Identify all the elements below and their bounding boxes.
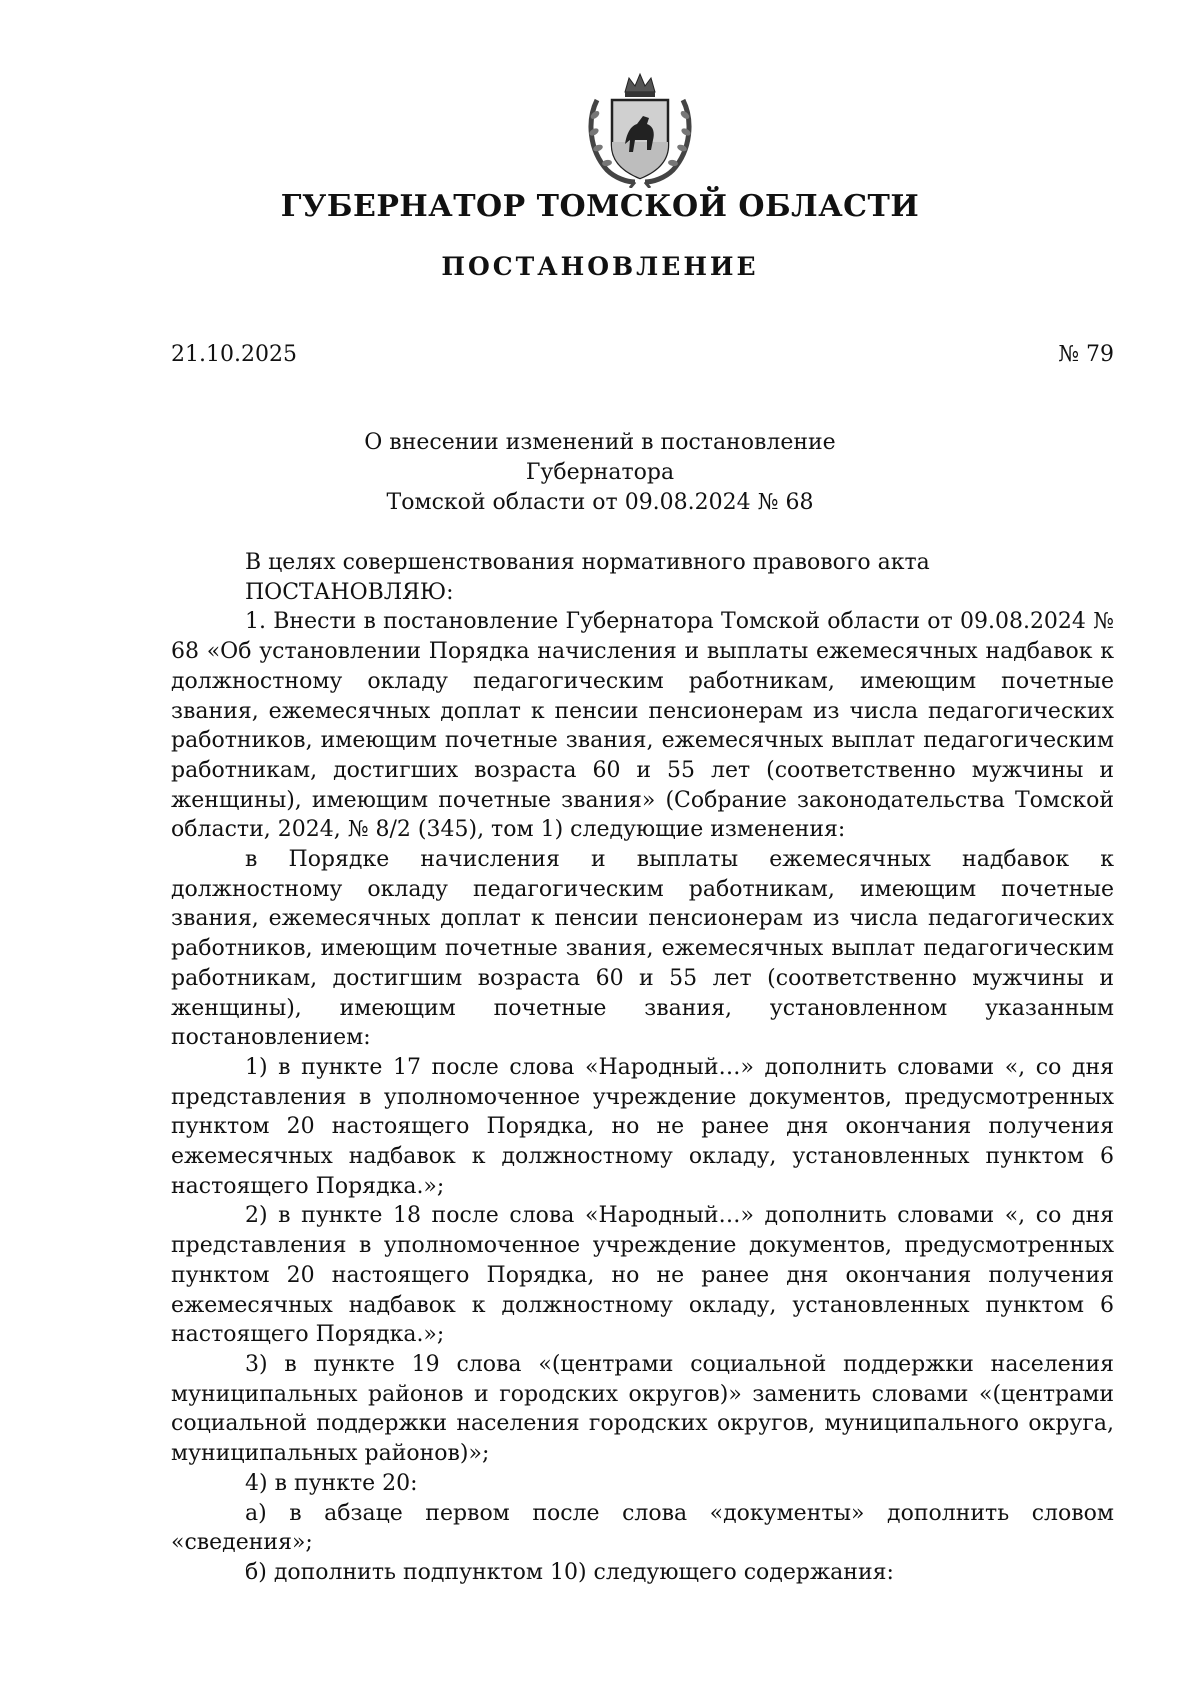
document-date: 21.10.2025 <box>171 342 297 367</box>
document-body <box>171 548 1114 1588</box>
subclause-3-paragraph: 3) в пункте 19 слова «(центрами социальной поддержки населения муниципальных районов и городских округов)» заменить словами «(центрами социальной поддержки населения городских округов, муниципального округа, муниципальных районов)»; <box>171 1351 1114 1467</box>
subclause-2-paragraph: 2) в пункте 18 после слова «Народный…» дополнить словами «, со дня представления в уполномоченное учреждение документов, предусмотренных пунктом 20 настоящего Порядка, но не ранее дня окончания получения ежемесячных надбавок к должностному окладу, установленных пунктом 6 настоящего Порядка.»; <box>171 1203 1114 1348</box>
subclause-4-paragraph: 4) в пункте 20: <box>245 1470 418 1496</box>
document-number: № 79 <box>1058 342 1114 367</box>
order-intro-paragraph: в Порядке начисления и выплаты ежемесячных надбавок к должностному окладу педагогическим работникам, имеющим почетные звания, ежемесячных доплат к пенсии пенсионерам из числа педагогических работников, имеющим почетные звания, ежемесячных выплат педагогическим работникам, достигшим возраста 60 и 55 лет (соответственно мужчины и женщины), имеющим почетные звания, установленном указанным постановлением: <box>171 847 1114 1051</box>
preamble-paragraph: В целях совершенствования нормативного правового акта <box>245 550 930 575</box>
subclause-1-paragraph: 1) в пункте 17 после слова «Народный…» дополнить словами «, со дня представления в уполномоченное учреждение документов, предусмотренных пунктом 20 настоящего Порядка, но не ранее дня окончания получения ежемесячных надбавок к должностному окладу, установленных пунктом 6 настоящего Порядка.»; <box>171 1054 1114 1199</box>
decree-word: ПОСТАНОВЛЯЮ: <box>245 579 454 605</box>
subclause-4b-paragraph: б) дополнить подпунктом 10) следующего содержания: <box>245 1559 894 1585</box>
document-type-title: ПОСТАНОВЛЕНИЕ <box>441 252 759 281</box>
clause-1-paragraph: 1. Внести в постановление Губернатора Томской области от 09.08.2024 № 68 «Об установлении Порядка начисления и выплаты ежемесячных надбавок к должностному окладу педагогическим работникам, имеющим почетные звания, ежемесячных доплат к пенсии пенсионерам из числа педагогических работников, имеющим почетные звания, ежемесячных выплат педагогическим работникам, достигших возраста 60 и 55 лет (соответственно мужчины и женщины), имеющим почетные звания» (Собрание законодательства Томской области, 2024, № 8/2 (345), том 1) следующие изменения: <box>171 609 1114 843</box>
subject-line-1: О внесении изменений в постановление Губернатора <box>364 430 836 485</box>
subclause-4a-paragraph: а) в абзаце первом после слова «документы» дополнить словом «сведения»; <box>171 1500 1114 1556</box>
issuing-authority-title: ГУБЕРНАТОР ТОМСКОЙ ОБЛАСТИ <box>280 189 920 224</box>
subject-line-2: Томской области от 09.08.2024 № 68 <box>386 490 814 515</box>
coat-of-arms-icon <box>585 70 695 188</box>
document-subject <box>300 428 900 518</box>
